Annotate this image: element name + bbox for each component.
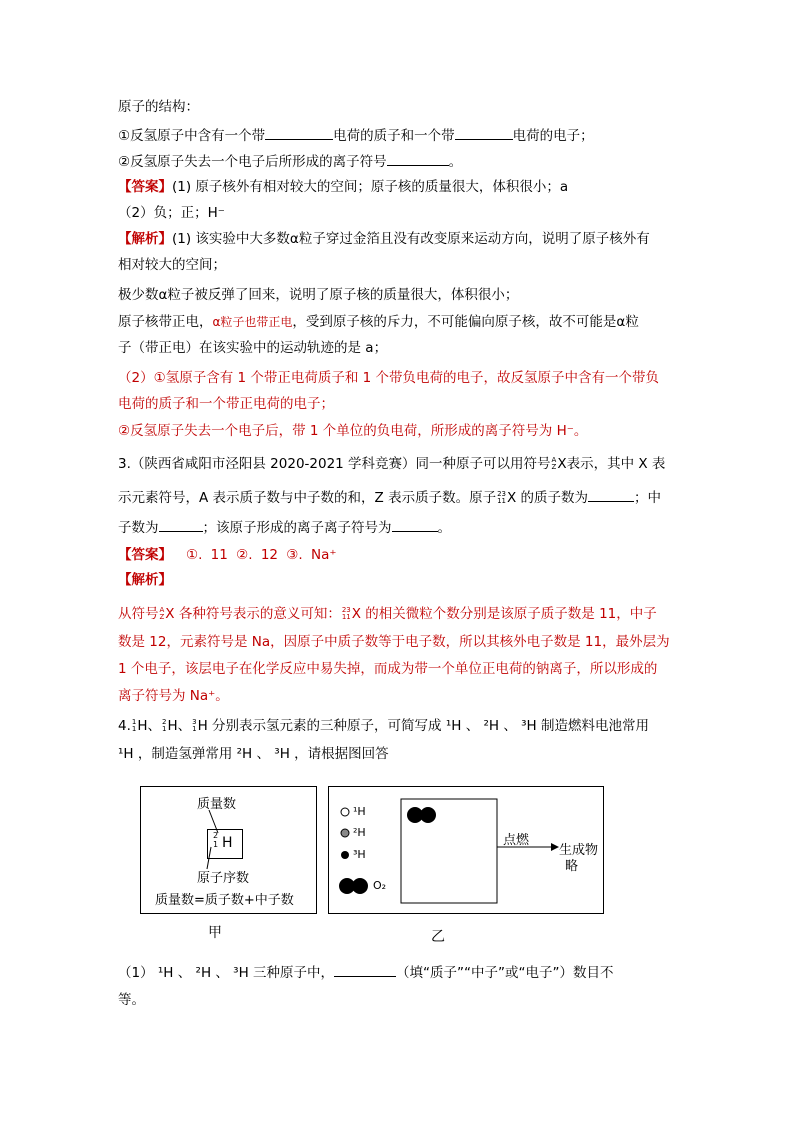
answer-blank[interactable] [159,517,203,532]
question-3-line: 示元素符号，A 表示质子数与中子数的和，Z 表示质子数。原子 23 11 X 的质子数为 ；中 [118,487,661,508]
answer-line: 【答案】 ①. 11 ②. 12 ③. Na⁺ [118,547,337,563]
atomic-number-label: 原子序数 [197,871,250,886]
explanation-line: 电荷的质子和一个带正电荷的电子； [118,396,334,412]
question-4-line: 4. 1 1 H、 2 1 H、 3 1 H 分别表示氢元素的三种原子，可简写成 ¹H 、 ²H 、 ³H 制造燃料电池常用 [118,718,649,734]
answer-blank[interactable] [392,517,438,532]
answer-line: 【答案】(1) 原子核外有相对较大的空间；原子核的质量很大，体积很小；a [118,179,569,195]
question-4-line: 等。 [118,992,145,1008]
question-line: ②反氢原子失去一个电子后所形成的离子符号 。 [118,151,462,172]
answer-blank[interactable] [334,962,396,977]
question-4-line: （1） ¹H 、 ²H 、 ³H 三种原子中， （填“质子”“中子”或“电子”）数目不 [118,962,614,983]
answer-blank[interactable] [387,151,449,166]
figure-jia [140,786,317,914]
explanation-line: 原子核带正电，α粒子也带正电，受到原子核的斥力，不可能偏向原子核，故不可能是α粒 [118,314,639,330]
figure-yi [328,786,604,914]
explanation-line: 数是 12，元素符号是 Na，因原子中质子数等于电子数，所以其核外电子数是 11，最外层为 [118,634,670,650]
explanation-line: 【解析】 [118,572,172,588]
question-4-line: ¹H ，制造氢弹常用 ²H 、 ³H ，请根据图回答 [118,746,389,762]
nuclide-symbol: A Z [551,456,557,471]
nuclide-symbol: A Z [159,606,165,621]
text-line: 原子的结构： [118,99,199,115]
pointer-lines [141,787,316,913]
explanation-line: ②反氢原子失去一个电子后，带 1 个单位的负电荷，所形成的离子符号为 H⁻。 [118,423,588,439]
legend-h2: ²H [353,826,366,839]
question-line: ①反氢原子中含有一个带 电荷的质子和一个带 电荷的电子； [118,125,594,146]
explanation-line: 相对较大的空间； [118,257,226,273]
answer-blank[interactable] [455,125,513,140]
nuclide-symbol: 3 1 [192,718,197,733]
question-3-line: 子数为 ；该原子形成的离子离子符号为 。 [118,517,451,538]
legend-o2: O₂ [373,879,387,892]
mass-number-label: 质量数 [197,797,237,812]
answer-blank[interactable] [588,487,634,502]
element-symbol-box: 2 1 H [207,829,243,859]
ignite-label: 点燃 [503,833,530,848]
figure-jia-caption: 甲 [208,925,222,941]
nuclide-symbol: 23 11 [341,606,351,621]
answer-line: （2）负；正；H⁻ [118,205,225,221]
mass-formula: 质量数=质子数+中子数 [155,893,294,908]
nuclide-symbol: 1 1 [131,718,137,733]
explanation-line: 【解析】(1) 该实验中大多数α粒子穿过金箔且没有改变原来运动方向，说明了原子核外有 [118,231,650,247]
product-label: 生成物 [559,843,599,858]
nuclide-symbol: 23 11 [497,490,506,505]
explanation-line: 1 个电子，该层电子在化学反应中易失掉，而成为带一个单位正电荷的钠离子，所以形成的 [118,661,658,677]
explanation-line: 离子符号为 Na⁺。 [118,688,229,704]
legend-h3: ³H [353,848,366,861]
legend-h1: ¹H [353,805,366,818]
explanation-line: 极少数α粒子被反弹了回来，说明了原子核的质量很大，体积很小； [118,287,519,303]
nuclide-symbol: 2 1 [162,718,167,733]
answer-blank[interactable] [265,125,333,140]
question-3-line: 3.（陕西省咸阳市泾阳县 2020-2021 学科竞赛）同一种原子可以用符号 A Z X表示，其中 X 表 [118,456,666,472]
figure-yi-caption: 乙 [431,929,445,945]
explanation-line: 子（带正电）在该实验中的运动轨迹的是 a； [118,340,388,356]
omitted-label: 略 [565,859,579,874]
explanation-line: （2）①氢原子含有 1 个带正电荷质子和 1 个带负电荷的电子，故反氢原子中含有一个带负 [118,370,660,386]
explanation-line: 从符号 A Z X 各种符号表示的意义可知： 23 11 X 的相关微粒个数分别是该原子质子数是 11，中子 [118,606,657,622]
